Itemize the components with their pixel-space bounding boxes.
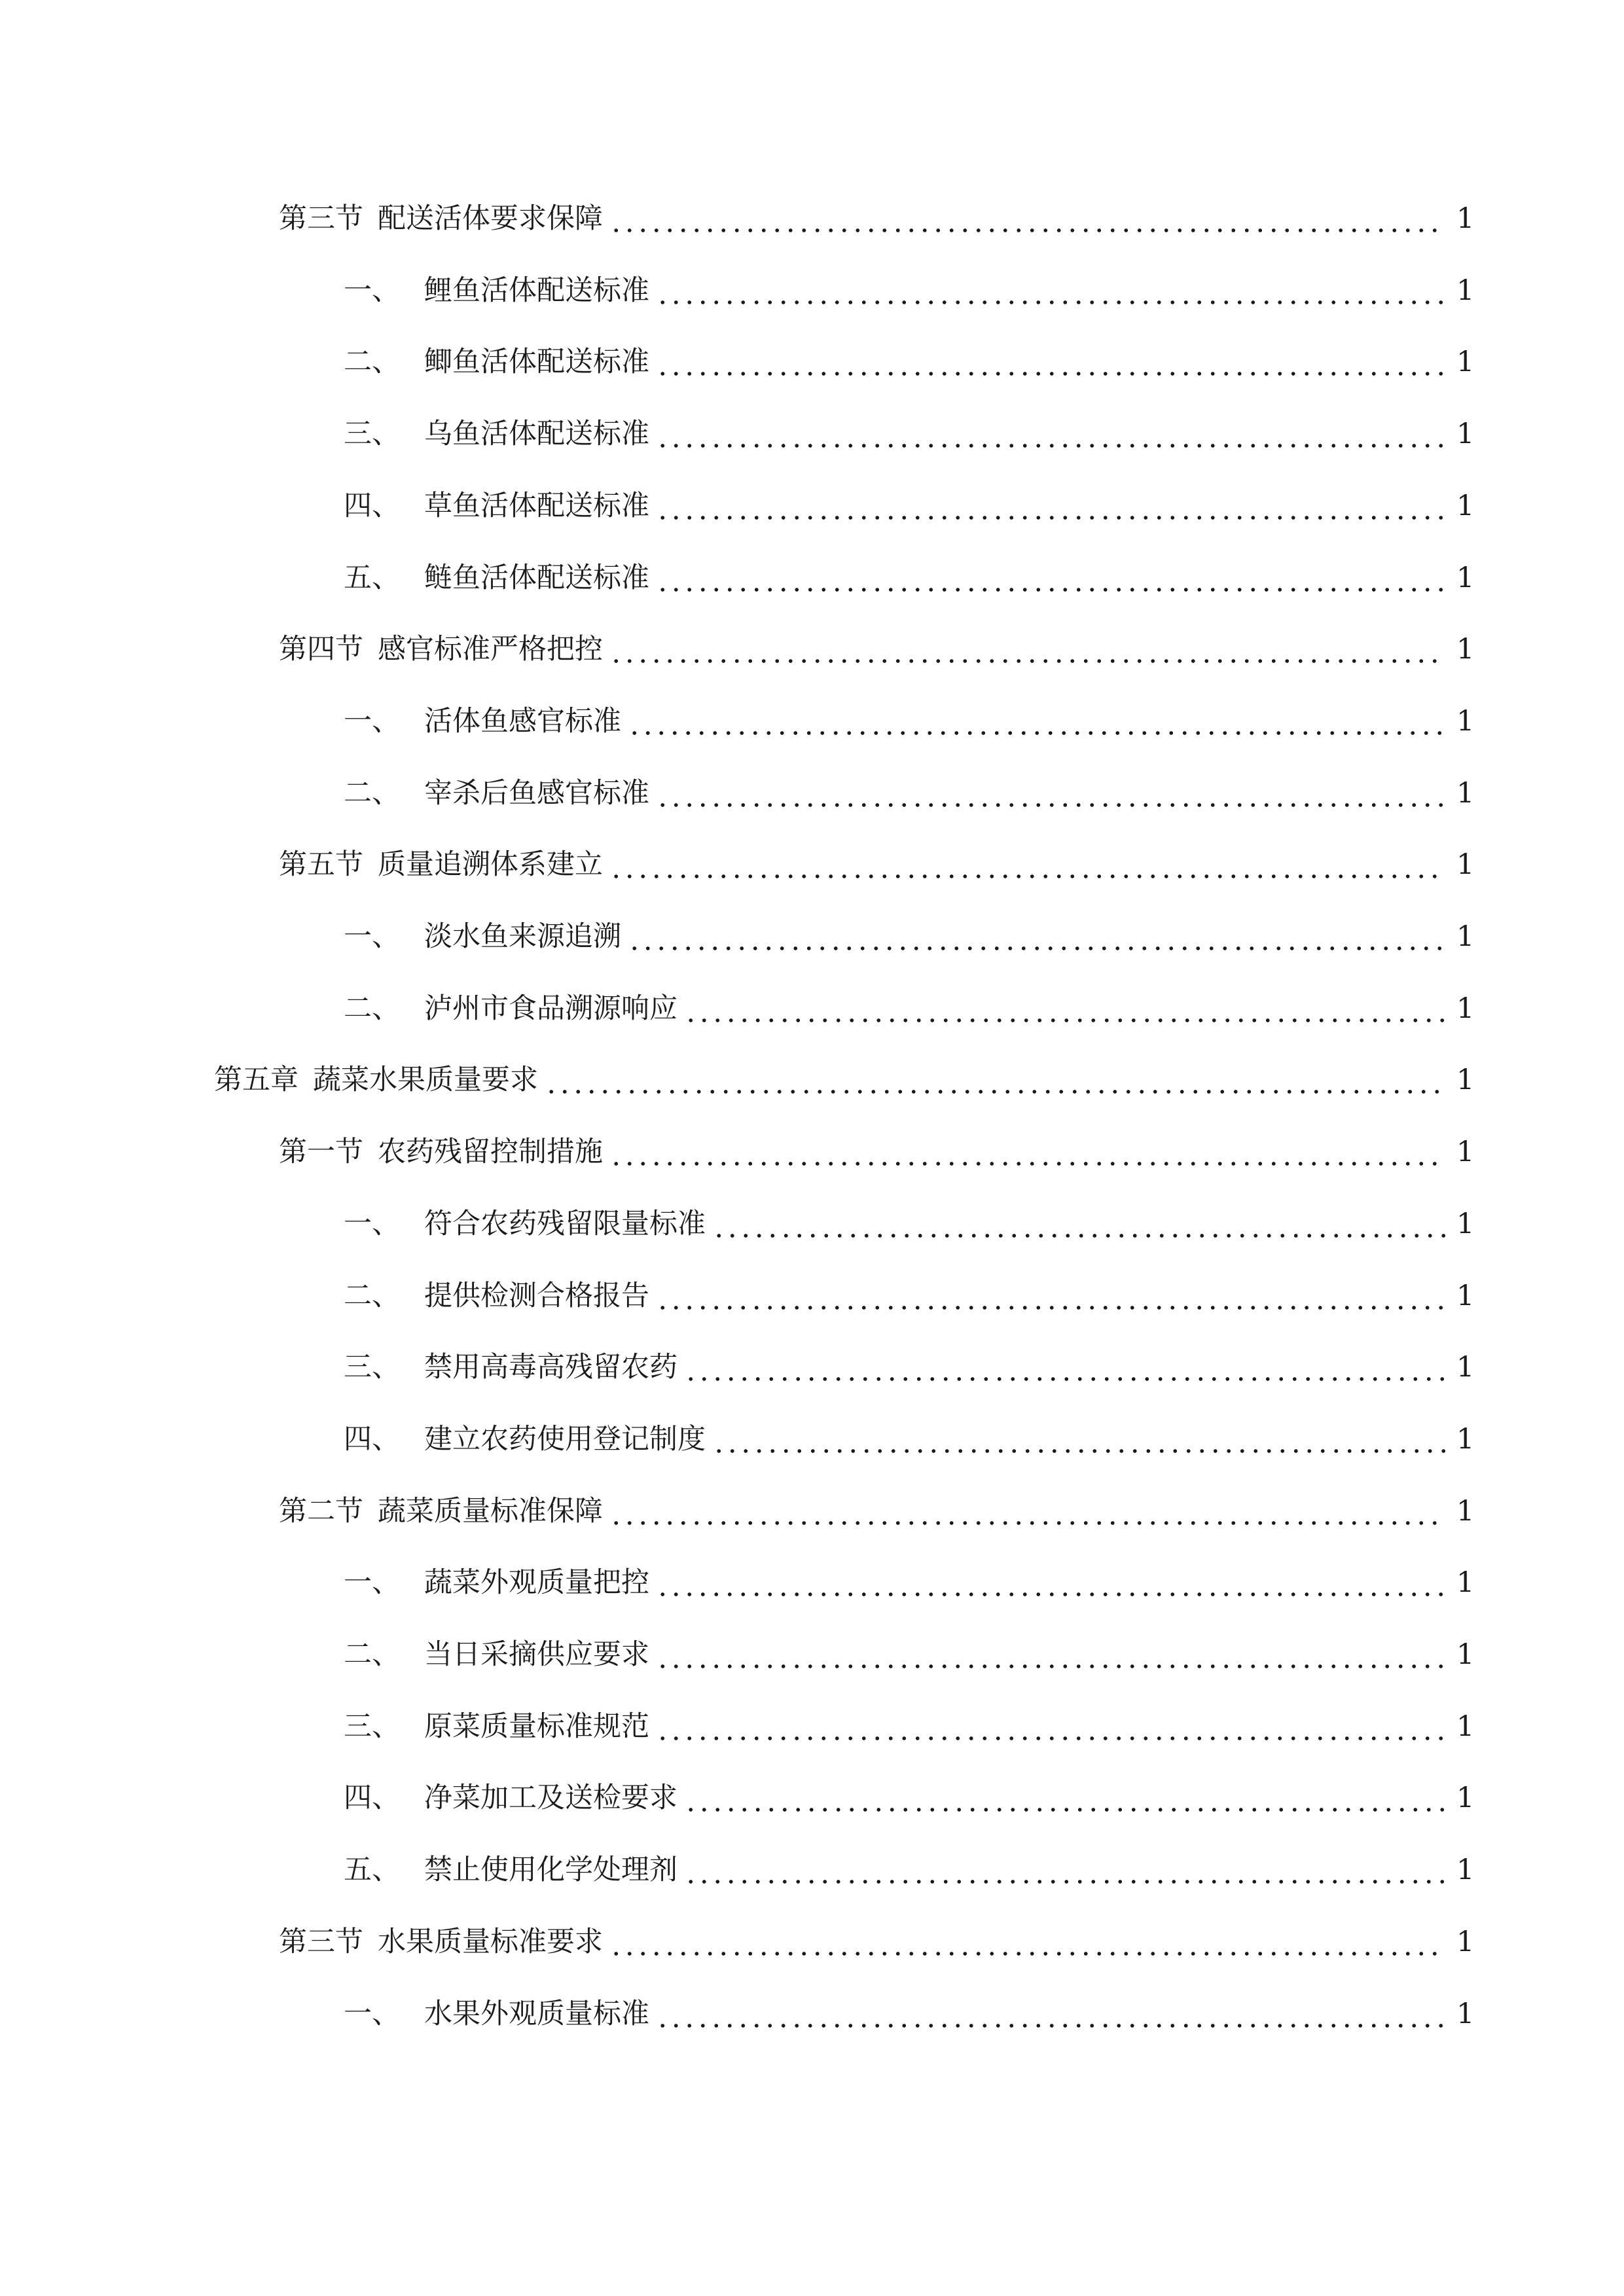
toc-entry-label xyxy=(344,989,677,1028)
toc-entry-label xyxy=(344,1850,677,1890)
toc-page-number: 1 xyxy=(1456,1638,1475,1671)
toc-entry-title: 提供检测合格报告 xyxy=(424,1280,649,1312)
toc-entry[interactable] xyxy=(344,414,1475,454)
toc-page-number: 1 xyxy=(1456,1998,1475,2030)
toc-page-number: 1 xyxy=(1456,1495,1475,1528)
toc-page-number: 1 xyxy=(1456,848,1475,881)
toc-entry-label xyxy=(344,1563,649,1602)
toc-entry[interactable] xyxy=(279,845,1475,884)
toc-entry-title: 蔬菜水果质量要求 xyxy=(313,1064,538,1096)
toc-entry-title: 建立农药使用登记制度 xyxy=(424,1423,706,1456)
toc-dot-leader xyxy=(656,1635,1446,1674)
toc-dot-leader xyxy=(656,1707,1446,1746)
toc-entry[interactable] xyxy=(344,1348,1475,1387)
toc-dot-leader xyxy=(656,558,1446,598)
toc-entry[interactable] xyxy=(279,1132,1475,1172)
toc-dot-leader xyxy=(609,1922,1446,1962)
toc-entry[interactable] xyxy=(344,342,1475,382)
toc-entry-number: 三、 xyxy=(344,1351,400,1384)
toc-entry-title: 禁用高毒高残留农药 xyxy=(424,1351,677,1384)
toc-entry-title: 草鱼活体配送标准 xyxy=(424,490,649,522)
toc-page-number: 1 xyxy=(1456,1351,1475,1384)
toc-entry-title: 泸州市食品溯源响应 xyxy=(424,992,677,1025)
toc-dot-leader xyxy=(656,1563,1446,1602)
toc-page-number: 1 xyxy=(1456,418,1475,450)
toc-page-number: 1 xyxy=(1456,490,1475,522)
toc-dot-leader xyxy=(609,199,1446,238)
toc-dot-leader xyxy=(712,1420,1446,1459)
toc-entry-title: 农药残留控制措施 xyxy=(378,1136,603,1168)
toc-entry[interactable] xyxy=(344,1994,1475,2034)
toc-entry-number: 一、 xyxy=(344,274,400,307)
toc-entry-label xyxy=(344,1420,706,1459)
toc-entry-label xyxy=(344,917,621,956)
toc-entry-title: 感官标准严格把控 xyxy=(378,633,603,666)
toc-entry[interactable] xyxy=(344,774,1475,813)
toc-entry-title: 宰杀后鱼感官标准 xyxy=(424,777,649,810)
toc-dot-leader xyxy=(609,1492,1446,1531)
toc-entry[interactable] xyxy=(279,630,1475,669)
toc-entry-label xyxy=(279,199,603,238)
toc-entry[interactable] xyxy=(344,1850,1475,1890)
toc-entry[interactable] xyxy=(279,199,1475,238)
toc-page-number: 1 xyxy=(1456,1566,1475,1599)
toc-entry-number: 第三节 xyxy=(279,1926,363,1958)
toc-entry-title: 禁止使用化学处理剂 xyxy=(424,1854,677,1886)
toc-dot-leader xyxy=(609,1132,1446,1172)
toc-entry-label xyxy=(344,486,649,526)
toc-entry[interactable] xyxy=(344,1204,1475,1244)
toc-entry-number: 第五章 xyxy=(214,1064,298,1096)
toc-page-number: 1 xyxy=(1456,1208,1475,1240)
toc-entry-number: 一、 xyxy=(344,1566,400,1599)
toc-entry-number: 二、 xyxy=(344,1638,400,1671)
toc-entry-title: 鲢鱼活体配送标准 xyxy=(424,562,649,594)
toc-dot-leader xyxy=(656,1994,1446,2034)
toc-entry-number: 二、 xyxy=(344,777,400,810)
toc-entry[interactable] xyxy=(344,1563,1475,1602)
toc-entry-title: 鲤鱼活体配送标准 xyxy=(424,274,649,307)
toc-entry-title: 蔬菜外观质量把控 xyxy=(424,1566,649,1599)
toc-page-number: 1 xyxy=(1456,1782,1475,1814)
toc-entry-label xyxy=(214,1060,538,1100)
toc-entry-number: 四、 xyxy=(344,490,400,522)
toc-entry[interactable] xyxy=(344,1707,1475,1746)
toc-entry-title: 符合农药残留限量标准 xyxy=(424,1208,706,1240)
toc-entry-label xyxy=(279,1922,603,1962)
toc-page-number: 1 xyxy=(1456,562,1475,594)
toc-entry-label xyxy=(344,1204,706,1244)
toc-entry-label xyxy=(344,774,649,813)
toc-entry-number: 五、 xyxy=(344,562,400,594)
toc-entry-title: 净菜加工及送检要求 xyxy=(424,1782,677,1814)
toc-entry-number: 第二节 xyxy=(279,1495,363,1528)
toc-entry-label xyxy=(344,414,649,454)
toc-entry-label xyxy=(344,1635,649,1674)
toc-entry[interactable] xyxy=(344,989,1475,1028)
toc-dot-leader xyxy=(628,702,1446,741)
toc-entry-number: 四、 xyxy=(344,1782,400,1814)
toc-entry-label xyxy=(344,1707,649,1746)
toc-page-number: 1 xyxy=(1456,1280,1475,1312)
toc-entry-label xyxy=(279,630,603,669)
toc-dot-leader xyxy=(609,845,1446,884)
toc-entry-title: 原菜质量标准规范 xyxy=(424,1710,649,1743)
toc-page-number: 1 xyxy=(1456,1926,1475,1958)
toc-entry-number: 一、 xyxy=(344,1998,400,2030)
toc-dot-leader xyxy=(656,486,1446,526)
toc-entry[interactable] xyxy=(344,1420,1475,1459)
toc-page-number: 1 xyxy=(1456,992,1475,1025)
toc-dot-leader xyxy=(656,414,1446,454)
toc-dot-leader xyxy=(656,271,1446,310)
toc-entry-title: 活体鱼感官标准 xyxy=(424,705,621,738)
toc-entry-number: 二、 xyxy=(344,346,400,378)
toc-page-number: 1 xyxy=(1456,346,1475,378)
toc-entry-label xyxy=(344,1778,677,1818)
toc-dot-leader xyxy=(628,917,1446,956)
toc-entry-number: 一、 xyxy=(344,705,400,738)
toc-page-number: 1 xyxy=(1456,1136,1475,1168)
toc-entry-number: 四、 xyxy=(344,1423,400,1456)
toc-page-number: 1 xyxy=(1456,633,1475,666)
toc-entry-title: 当日采摘供应要求 xyxy=(424,1638,649,1671)
toc-entry[interactable] xyxy=(344,271,1475,310)
toc-dot-leader xyxy=(656,774,1446,813)
toc-entry-title: 淡水鱼来源追溯 xyxy=(424,920,621,953)
toc-entry[interactable] xyxy=(344,1635,1475,1674)
toc-page-number: 1 xyxy=(1456,202,1475,235)
toc-dot-leader xyxy=(609,630,1446,669)
toc-entry[interactable] xyxy=(344,1276,1475,1316)
toc-entry-label xyxy=(279,845,603,884)
toc-entry-number: 五、 xyxy=(344,1854,400,1886)
toc-entry-title: 乌鱼活体配送标准 xyxy=(424,418,649,450)
toc-page-number: 1 xyxy=(1456,1064,1475,1096)
toc-entry-label xyxy=(344,1348,677,1387)
toc-entry-number: 第三节 xyxy=(279,202,363,235)
toc-entry-label xyxy=(279,1492,603,1531)
toc-page-number: 1 xyxy=(1456,705,1475,738)
toc-entry-label xyxy=(344,271,649,310)
toc-page-number: 1 xyxy=(1456,1854,1475,1886)
toc-entry-title: 配送活体要求保障 xyxy=(378,202,603,235)
toc-entry-label xyxy=(344,1994,649,2034)
toc-entry[interactable] xyxy=(279,1922,1475,1962)
toc-entry-title: 水果外观质量标准 xyxy=(424,1998,649,2030)
toc-dot-leader xyxy=(656,1276,1446,1316)
toc-entry-number: 一、 xyxy=(344,1208,400,1240)
toc-entry[interactable] xyxy=(344,1778,1475,1818)
toc-page-number: 1 xyxy=(1456,1710,1475,1743)
toc-entry-title: 蔬菜质量标准保障 xyxy=(378,1495,603,1528)
toc-dot-leader xyxy=(656,342,1446,382)
toc-entry-title: 水果质量标准要求 xyxy=(378,1926,603,1958)
toc-page-number: 1 xyxy=(1456,1423,1475,1456)
toc-page-number: 1 xyxy=(1456,920,1475,953)
toc-entry-label xyxy=(344,1276,649,1316)
toc-entry-number: 三、 xyxy=(344,418,400,450)
toc-dot-leader xyxy=(712,1204,1446,1244)
toc-entry-number: 第一节 xyxy=(279,1136,363,1168)
toc-dot-leader xyxy=(684,1778,1446,1818)
toc-entry[interactable] xyxy=(344,486,1475,526)
toc-page-number: 1 xyxy=(1456,777,1475,810)
toc-entry[interactable] xyxy=(344,702,1475,741)
toc-entry[interactable] xyxy=(214,1060,1475,1100)
toc-entry-label xyxy=(344,558,649,598)
toc-entry-label xyxy=(344,702,621,741)
toc-entry-number: 二、 xyxy=(344,1280,400,1312)
toc-entry-number: 二、 xyxy=(344,992,400,1025)
toc-entry-title: 鲫鱼活体配送标准 xyxy=(424,346,649,378)
toc-entry[interactable] xyxy=(279,1492,1475,1531)
toc-entry-number: 一、 xyxy=(344,920,400,953)
toc-entry-title: 质量追溯体系建立 xyxy=(378,848,603,881)
toc-entry-label xyxy=(344,342,649,382)
toc-entry-number: 第四节 xyxy=(279,633,363,666)
toc-entry-label xyxy=(279,1132,603,1172)
toc-entry-number: 三、 xyxy=(344,1710,400,1743)
toc-dot-leader xyxy=(684,1850,1446,1890)
toc-entry[interactable] xyxy=(344,917,1475,956)
toc-dot-leader xyxy=(684,989,1446,1028)
toc-page-number: 1 xyxy=(1456,274,1475,307)
toc-dot-leader xyxy=(684,1348,1446,1387)
toc-dot-leader xyxy=(545,1060,1446,1100)
toc-entry[interactable] xyxy=(344,558,1475,598)
toc-entry-number: 第五节 xyxy=(279,848,363,881)
